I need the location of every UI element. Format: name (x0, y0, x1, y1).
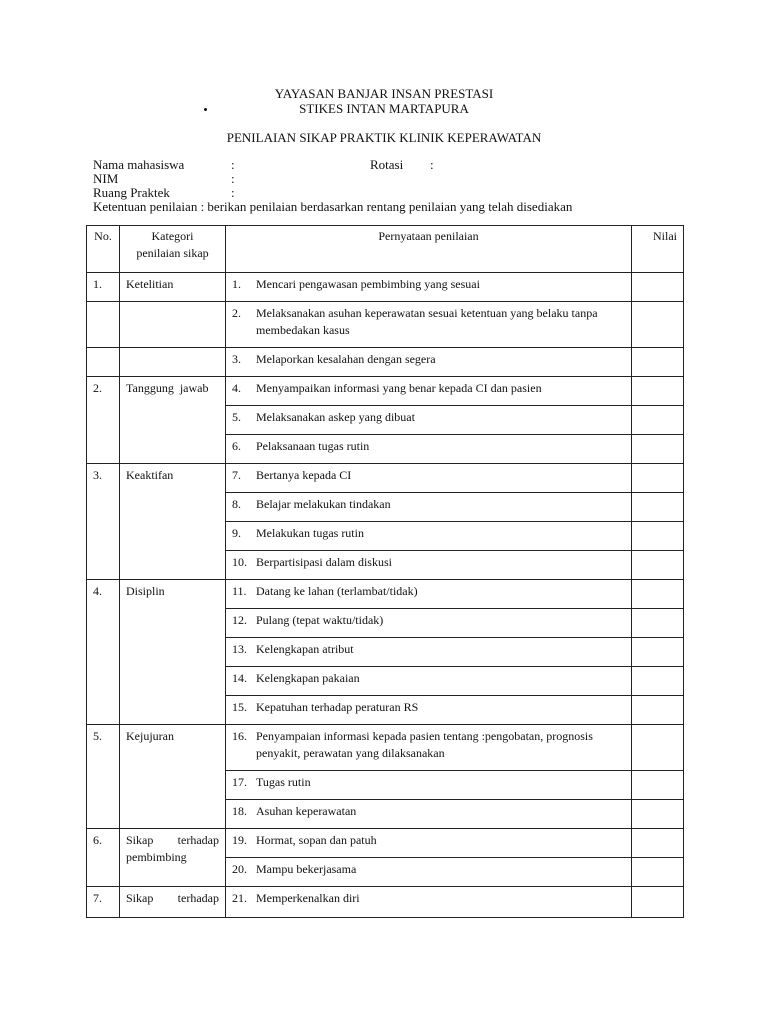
statement-cell: 5. Melaksanakan askep yang dibuat (226, 406, 632, 435)
statement-cell: 16. Penyampaian informasi kepada pasien tentang :pengobatan, prognosis penyakit, perawatan yang dilaksanakan (226, 725, 632, 771)
row-no: 1. (87, 273, 120, 302)
nilai-cell[interactable] (632, 638, 684, 667)
row-category: Keaktifan (120, 464, 226, 580)
nilai-cell[interactable] (632, 406, 684, 435)
nilai-cell[interactable] (632, 829, 684, 858)
nim-label: NIM (93, 171, 119, 186)
statement-cell: 4. Menyampaikan informasi yang benar kepada CI dan pasien (226, 377, 632, 406)
row-category: Ketelitian (120, 273, 226, 302)
rotasi-colon: : (430, 157, 434, 172)
row-no: 2. (87, 377, 120, 464)
table-row (87, 887, 684, 918)
statement-cell: 11. Datang ke lahan (terlambat/tidak) (226, 580, 632, 609)
statement-cell: 3. Melaporkan kesalahan dengan segera (226, 348, 632, 377)
nilai-cell[interactable] (632, 377, 684, 406)
statement-cell: 18. Asuhan keperawatan (226, 800, 632, 829)
institution-name: YAYASAN BANJAR INSAN PRESTASI (274, 86, 494, 101)
statement-cell: 15. Kepatuhan terhadap peraturan RS (226, 696, 632, 725)
table-row (87, 302, 684, 348)
table-row (87, 725, 684, 771)
header-no: No. (87, 226, 120, 273)
row-category: Tanggung jawab (120, 377, 226, 464)
header-nilai: Nilai (632, 226, 684, 273)
table-row (87, 273, 684, 302)
statement-cell: 6. Pelaksanaan tugas rutin (226, 435, 632, 464)
school-name: STIKES INTAN MARTAPURA (299, 101, 469, 116)
nama-label: Nama mahasiswa (93, 157, 185, 172)
nilai-cell[interactable] (632, 348, 684, 377)
statement-cell: 8. Belajar melakukan tindakan (226, 493, 632, 522)
nilai-cell[interactable] (632, 609, 684, 638)
nilai-cell[interactable] (632, 696, 684, 725)
nilai-cell[interactable] (632, 667, 684, 696)
row-no: 3. (87, 464, 120, 580)
row-category: Sikap terhadap (120, 887, 226, 918)
row-category: Disiplin (120, 580, 226, 725)
row-category: Kejujuran (120, 725, 226, 829)
rotasi-label: Rotasi (370, 157, 404, 172)
nilai-cell[interactable] (632, 435, 684, 464)
statement-cell: 13. Kelengkapan atribut (226, 638, 632, 667)
statement-cell: 2. Melaksanakan asuhan keperawatan sesuai ketentuan yang belaku tanpa membedakan kasus (226, 302, 632, 348)
nilai-cell[interactable] (632, 464, 684, 493)
assessment-table (86, 225, 684, 918)
table-row (87, 377, 684, 406)
statement-cell: 14. Kelengkapan pakaian (226, 667, 632, 696)
statement-cell: 9. Melakukan tugas rutin (226, 522, 632, 551)
table-row (87, 580, 684, 609)
nilai-cell[interactable] (632, 302, 684, 348)
nilai-cell[interactable] (632, 580, 684, 609)
ketentuan-note: Ketentuan penilaian : berikan penilaian berdasarkan rentang penilaian yang telah disediakan (93, 199, 573, 214)
table-row (87, 348, 684, 377)
nilai-cell[interactable] (632, 273, 684, 302)
table-row (87, 464, 684, 493)
row-no: 7. (87, 887, 120, 918)
nilai-cell[interactable] (632, 493, 684, 522)
bullet-dot (204, 108, 207, 111)
statement-cell: 21. Memperkenalkan diri (226, 887, 632, 918)
statement-cell: 10. Berpartisipasi dalam diskusi (226, 551, 632, 580)
nilai-cell[interactable] (632, 858, 684, 887)
nilai-cell[interactable] (632, 887, 684, 918)
nilai-cell[interactable] (632, 771, 684, 800)
row-no: 5. (87, 725, 120, 829)
ruang-label: Ruang Praktek (93, 185, 170, 200)
nilai-cell[interactable] (632, 725, 684, 771)
header-pernyataan: Pernyataan penilaian (226, 226, 632, 273)
form-title: PENILAIAN SIKAP PRAKTIK KLINIK KEPERAWATAN (226, 130, 542, 145)
row-category: Sikap terhadap pembimbing (120, 829, 226, 887)
nilai-cell[interactable] (632, 522, 684, 551)
statement-cell: 20. Mampu bekerjasama (226, 858, 632, 887)
statement-cell: 12. Pulang (tepat waktu/tidak) (226, 609, 632, 638)
row-no: 4. (87, 580, 120, 725)
nilai-cell[interactable] (632, 551, 684, 580)
statement-cell: 1. Mencari pengawasan pembimbing yang sesuai (226, 273, 632, 302)
header-kategori: Kategori penilaian sikap (120, 226, 226, 273)
table-row (87, 829, 684, 858)
nilai-cell[interactable] (632, 800, 684, 829)
nim-colon: : (231, 171, 235, 186)
ruang-colon: : (231, 185, 235, 200)
statement-cell: 17. Tugas rutin (226, 771, 632, 800)
statement-cell: 19. Hormat, sopan dan patuh (226, 829, 632, 858)
statement-cell: 7. Bertanya kepada CI (226, 464, 632, 493)
table-header-row (87, 226, 684, 273)
row-no: 6. (87, 829, 120, 887)
nama-colon: : (231, 157, 235, 172)
